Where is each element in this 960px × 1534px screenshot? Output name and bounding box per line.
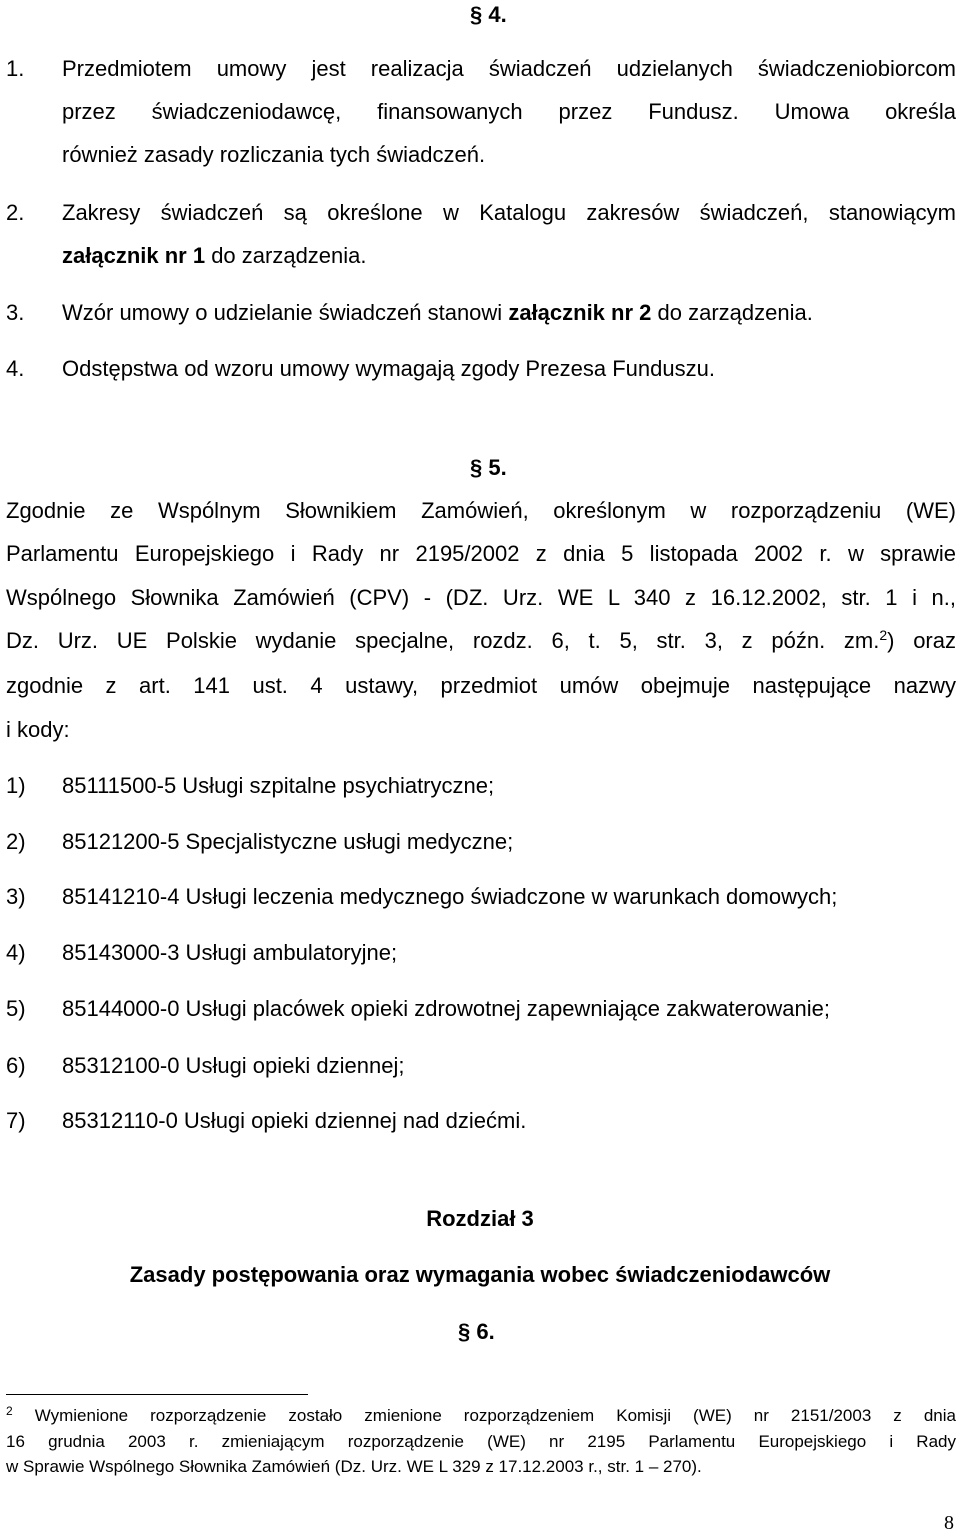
paragraph-line: zgodnie z art. 141 ust. 4 ustawy, przedmiot umów obejmuje następujące nazwy	[6, 673, 956, 698]
page-number: 8	[944, 1512, 954, 1534]
item-1-line-2: przez świadczeniodawcę, finansowanych przez Fundusz. Umowa określa	[62, 99, 956, 124]
item-1-line-3: również zasady rozliczania tych świadczeń.	[62, 142, 486, 167]
chapter-title: Zasady postępowania oraz wymagania wobec świadczeniodawców	[129, 1262, 831, 1287]
section-4-heading: § 4.	[470, 2, 507, 27]
footnote-line: 16 grudnia 2003 r. zmieniającym rozporządzenie (WE) nr 2195 Parlamentu Europejskiego i Rady	[6, 1432, 956, 1451]
paragraph-line: Parlamentu Europejskiego i Rady nr 2195/2002 z dnia 5 listopada 2002 r. w sprawie	[6, 541, 956, 566]
section-6-heading: § 6.	[458, 1319, 495, 1344]
paragraph-line: Dz. Urz. UE Polskie wydanie specjalne, rozdz. 6, t. 5, str. 3, z późn. zm.$^2$) oraz	[6, 627, 956, 653]
item-2-line-2: załącznik nr 1 do zarządzenia.	[62, 243, 367, 268]
footnote-divider	[6, 1394, 308, 1395]
item-2-line-1: Zakresy świadczeń są określone w Katalogu zakresów świadczeń, stanowiącym	[62, 200, 956, 225]
footnote-ref: 2	[879, 627, 888, 643]
item-1-line-1: Przedmiotem umowy jest realizacja świadczeń udzielanych świadczeniobiorcom	[62, 56, 956, 81]
chapter-label: Rozdział 3	[426, 1206, 534, 1231]
section-5-heading: § 5.	[470, 455, 507, 480]
paragraph-line: Zgodnie ze Wspólnym Słownikiem Zamówień, określonym w rozporządzeniu (WE)	[6, 498, 956, 523]
paragraph-line: i kody:	[6, 717, 70, 742]
footnote-line: $^2$ Wymienione rozporządzenie zostało zmienione rozporządzeniem Komisji (WE) nr 2151/2003 z dnia	[6, 1404, 956, 1425]
footnote-line: w Sprawie Wspólnego Słownika Zamówień (Dz. Urz. WE L 329 z 17.12.2003 r., str. 1 – 270).	[6, 1457, 702, 1476]
paragraph-line: Wspólnego Słownika Zamówień (CPV) - (DZ. Urz. WE L 340 z 16.12.2002, str. 1 i n.,	[6, 585, 956, 610]
